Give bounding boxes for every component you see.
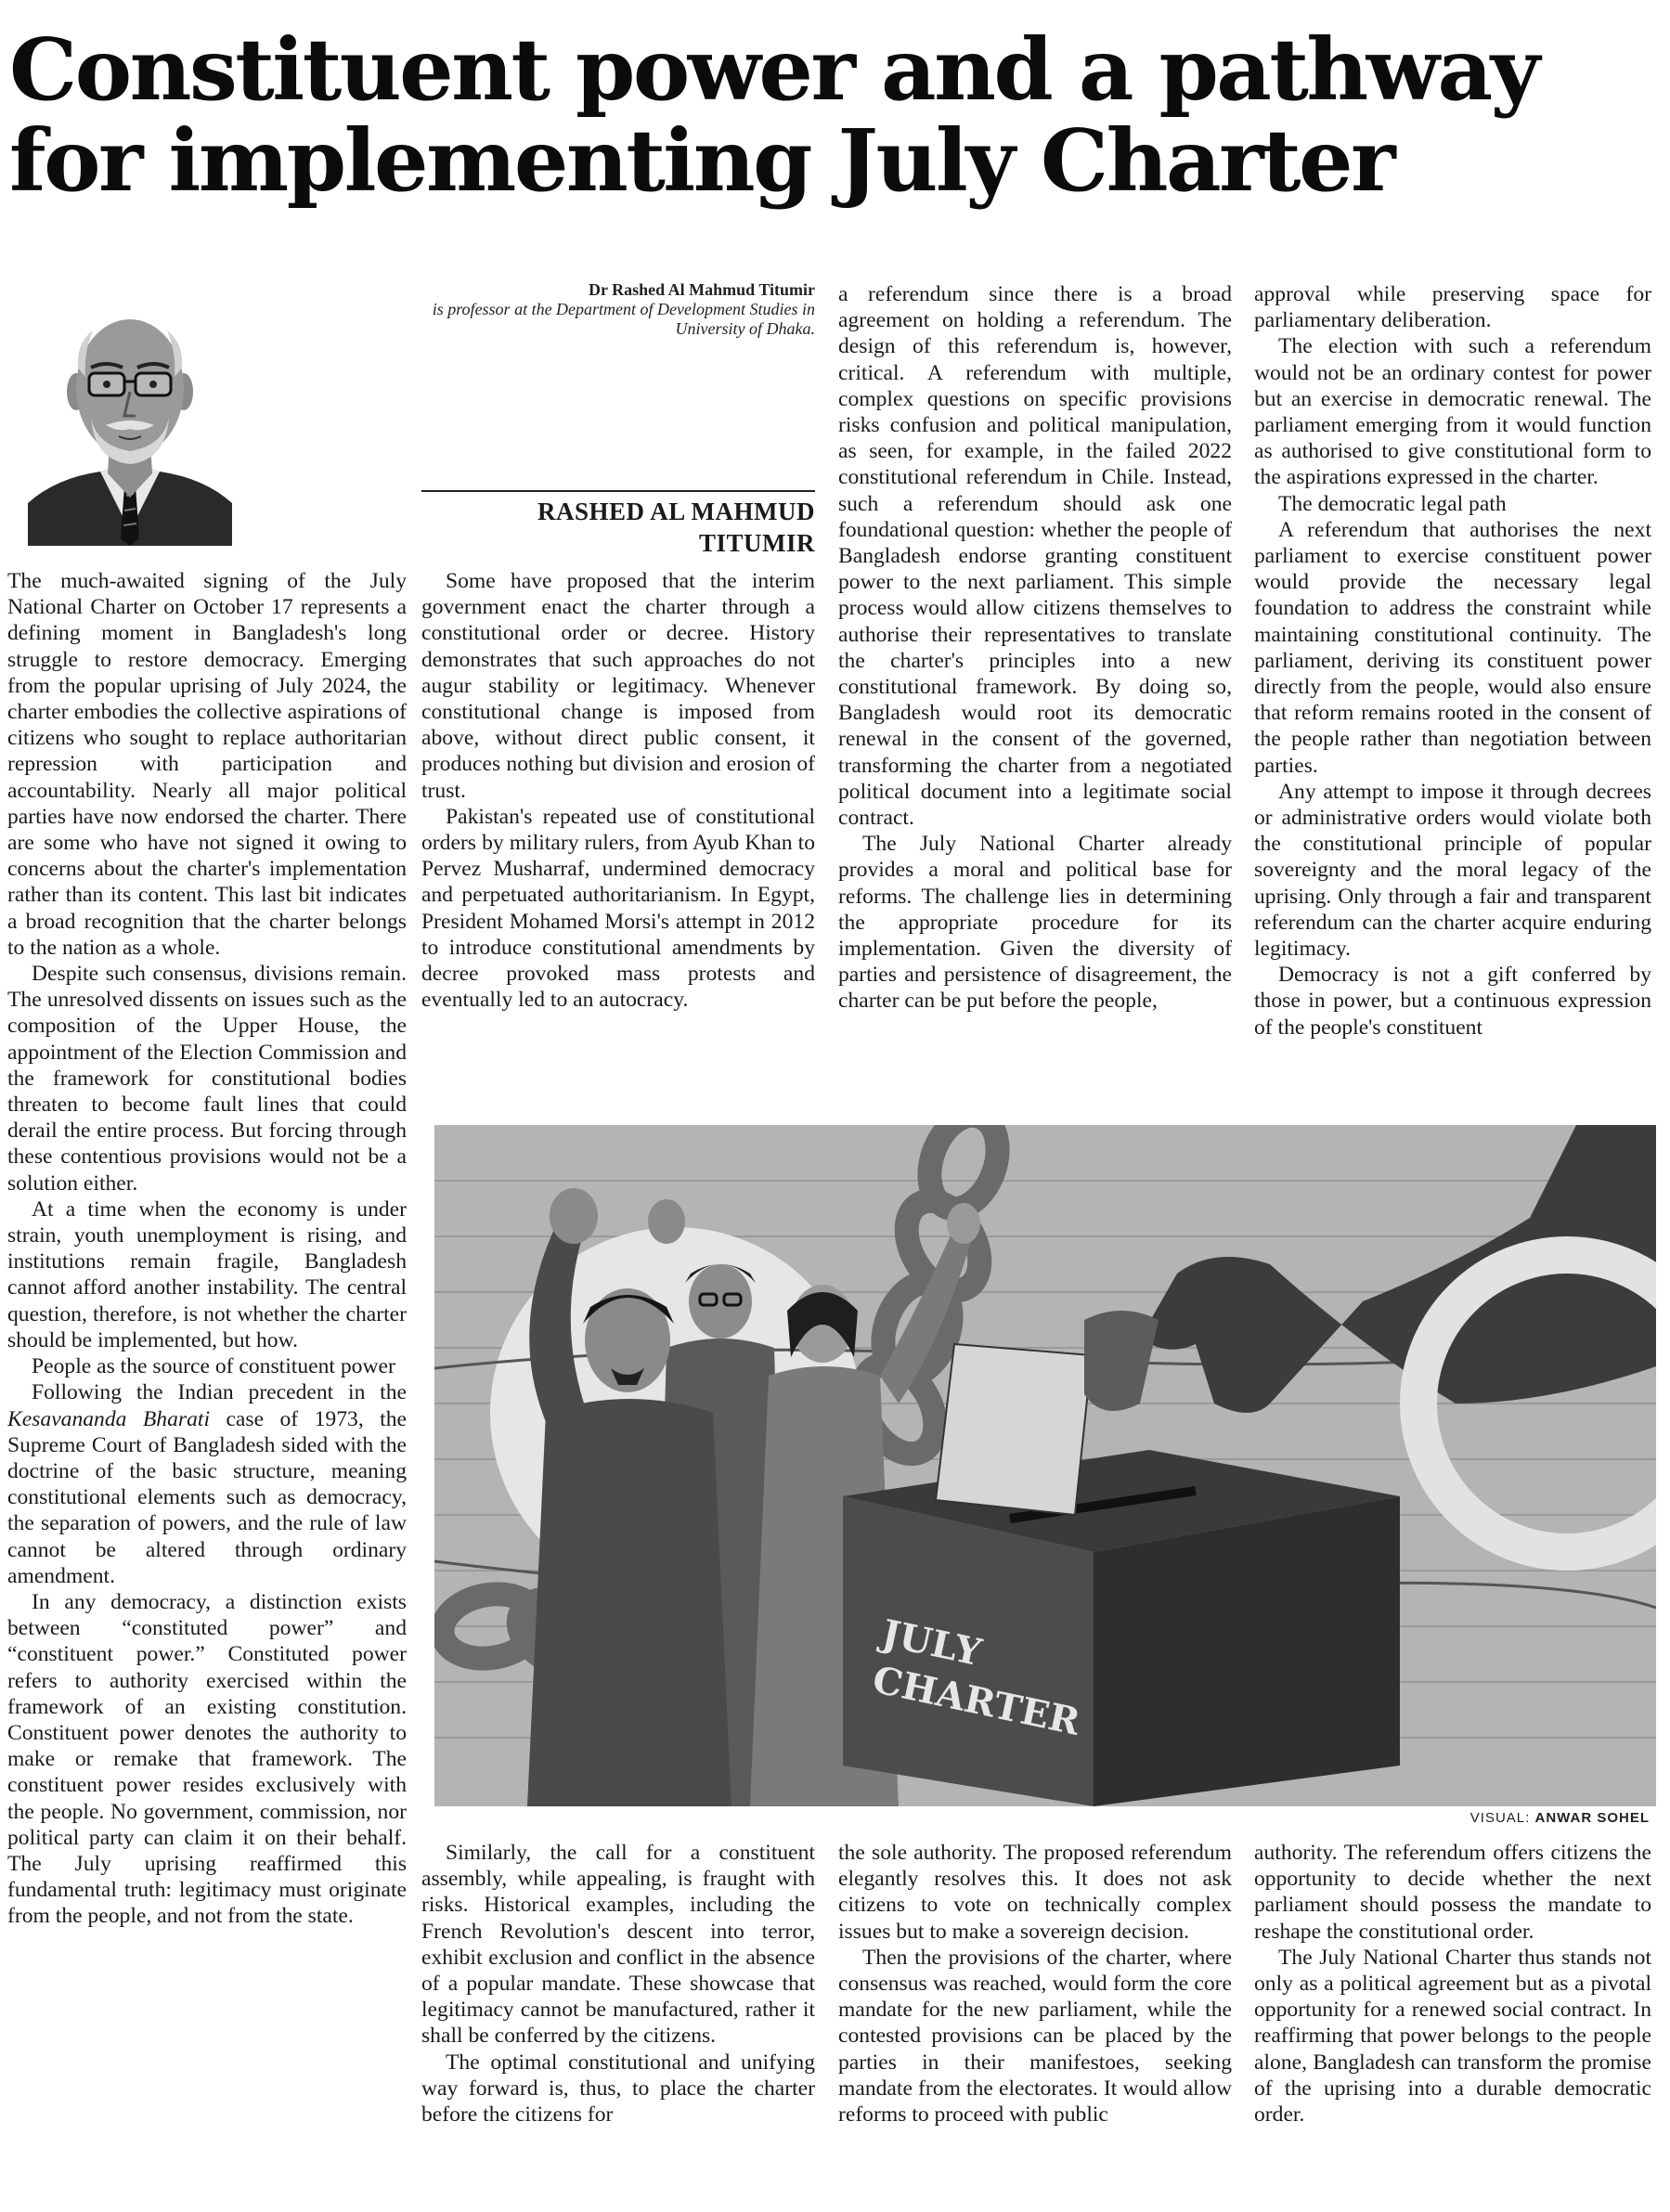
byline: RASHED AL MAHMUD TITUMIR [537, 498, 815, 557]
author-credit-name: Dr Rashed Al Mahmud Titumir [588, 280, 815, 299]
column-3-bottom [838, 1840, 1232, 2211]
illustration-credit-name: ANWAR SOHEL [1534, 1810, 1650, 1826]
col3b-paragraph-2: Then the provisions of the charter, where consensus was reached, would form the core mandate for the new parliament, while the contested provisions can be placed by the parties in their manifestoes, seeking mandate from the electorates. It would allow reforms to proceed with public [838, 1945, 1232, 2128]
column-4-top [1254, 281, 1651, 1107]
illustration-credit [1470, 1810, 1650, 1826]
column-2-bottom [421, 1840, 815, 2211]
col4a-paragraph-1: approval while preserving space for parliamentary deliberation. [1254, 282, 1651, 333]
ballot-box-label-line-2: CHARTER [868, 1657, 1084, 1744]
col1-subhead: People as the source of constituent power [32, 1354, 395, 1379]
col1-p4-before: Following the Indian precedent in the [32, 1380, 407, 1405]
headline-line-1: Constituent power and a pathway [9, 19, 1538, 120]
illustration-svg [434, 1125, 1656, 1806]
headline-line-2: for implementing July Charter [9, 110, 1394, 211]
col4a-paragraph-4: Any attempt to impose it through decrees or administrative orders would violate both the constitutional principle of popular sovereignty and the moral legacy of the uprising. Only through a fair and transparent referendum can the charter acquire enduring legitimacy. [1254, 779, 1651, 962]
col2b-paragraph-2: The optimal constitutional and unifying way forward is, thus, to place the charter before the citizens for [421, 2050, 815, 2128]
byline-rule [421, 490, 815, 492]
col3a-paragraph-2: The July National Charter already provides a moral and political base for reforms. The challenge lies in determining the appropriate procedure for its implementation. Given the diversity of parties and persistence of disagreement, the charter can be put before the people, [838, 832, 1232, 1014]
col1-paragraph-3: At a time when the economy is under strain, youth unemployment is rising, and institutions remain fragile, Bangladesh cannot afford another instability. The central question, therefore, is not whether the charter should be implemented, but how. [7, 1197, 407, 1352]
col4b-paragraph-1: authority. The referendum offers citizens the opportunity to decide whether the next parliament should possess the mandate to reshape the constitutional order. [1254, 1841, 1651, 1944]
column-2-top [421, 568, 815, 1106]
author-credit [390, 280, 815, 339]
col3b-paragraph-1: the sole authority. The proposed referendum elegantly resolves this. It does not ask citizens to vote on technically complex issues but to make a sovereign decision. [838, 1841, 1232, 1944]
col4b-paragraph-2: The July National Charter thus stands not only as a political agreement but as a pivotal opportunity for a renewed social contract. In reaffirming that power belongs to the people alone, Bangladesh can transform the promise of the uprising into a durable democratic order. [1254, 1945, 1651, 2128]
illustration-credit-prefix: VISUAL: [1469, 1810, 1531, 1826]
col3a-paragraph-1: a referendum since there is a broad agreement on holding a referendum. The design of this referendum is, however, critical. A referendum with multiple, complex questions on specific provisions risks confusion and political manipulation, as seen, for example, in the failed 2022 constitutional referendum in Chile. Instead, such a referendum should ask one foundational question: whether the people of Bangladesh endorse granting constituent power to the next parliament. This simple process would allow citizens themselves to authorise their representatives to translate the charter's principles into a new constitutional framework. By doing so, Bangladesh would root its democratic renewal in the consent of the governed, transforming the charter from a negotiated political document into a legitimate social contract. [838, 282, 1232, 831]
col2a-paragraph-1: Some have proposed that the interim government enact the charter through a constitutional order or decree. History demonstrates that such approaches do not augur stability or legitimacy. Whenever constitutional change is imposed from above, without direct public consent, it produces nothing but division and erosion of trust. [421, 569, 815, 803]
column-1 [7, 568, 407, 2211]
col4a-paragraph-5: Democracy is not a gift conferred by those in power, but a continuous expression of the people's constituent [1254, 963, 1651, 1040]
col2b-paragraph-1: Similarly, the call for a constituent assembly, while appealing, is fraught with risks. Historical examples, including the French Revolution's descent into terror, exhibit exclusion and conflict in the absence of a popular mandate. These showcase that legitimacy cannot be manufactured, rather it shall be conferred by the citizens. [421, 1841, 815, 2049]
col4a-paragraph-2: The election with such a referendum would not be an ordinary contest for power but an exercise in democratic renewal. The parliament emerging from it would function as authorised to give constitutional form to the aspirations expressed in the charter. [1254, 334, 1651, 490]
col1-paragraph-5: In any democracy, a distinction exists between “constituted power” and “constituent power.” Constituted power refers to authority exercised within the framework of an existing constitution. Constituent power denotes the authority to make or remake that framework. The constituent power resides exclusively with the people. No government, commission, nor political party can claim it on their behalf. The July uprising reaffirmed this fundamental truth: legitimacy must originate from the people, and not from the state. [7, 1589, 407, 1929]
col2a-paragraph-2: Pakistan's repeated use of constitutional orders by military rulers, from Ayub Khan to Pervez Musharraf, undermined democracy and perpetuated authoritarianism. In Egypt, President Mohamed Morsi's attempt in 2012 to introduce constitutional amendments by decree provoked mass protests and eventually led to an autocracy. [421, 804, 815, 1013]
col1-paragraph-1: The much-awaited signing of the July National Charter on October 17 represents a defining moment in Bangladesh's long struggle to restore democracy. Emerging from the popular uprising of July 2024, the charter embodies the collective aspirations of citizens who sought to replace authoritarian repression with participation and accountability. Nearly all major political parties have now endorsed the charter. There are some who have not signed it owing to concerns about the charter's implementation rather than its content. This last bit indicates a broad recognition that the charter belongs to the nation as a whole. [7, 569, 407, 960]
column-3-top [838, 281, 1232, 1107]
headline [9, 19, 1662, 211]
author-portrait-svg [28, 288, 232, 546]
col1-paragraph-2: Despite such consensus, divisions remain. The unresolved dissents on issues such as the composition of the Upper House, the appointment of the Election Commission and the framework for constitutional bodies threaten to become fault lines that could derail the entire process. But forcing through these contentious provisions would not be a solution either. [7, 962, 407, 1196]
col4a-subhead: The democratic legal path [1278, 491, 1507, 516]
author-credit-desc: is professor at the Department of Development Studies in University of Dhaka. [432, 300, 815, 338]
col4a-paragraph-3: A referendum that authorises the next parliament to exercise constituent power would provide the necessary legal foundation to address the constraint while maintaining constitutional continuity. The parliament, deriving its constituent power directly from the people, would also ensure that reform remains rooted in the consent of the people rather than negotiation between parties. [1254, 517, 1651, 778]
col1-paragraph-4 [7, 1379, 407, 1589]
author-photo [28, 288, 232, 546]
col1-p4-case: Kesavananda Bharati [7, 1406, 210, 1431]
illustration [434, 1125, 1656, 1806]
column-4-bottom [1254, 1840, 1651, 2211]
col1-p4-after: case of 1973, the Supreme Court of Bangladesh sided with the doctrine of the basic structure, meaning constitutional elements such as democracy, the separation of powers, and the rule of law cannot be altered through ordinary amendment. [7, 1406, 407, 1588]
ballot-box-label-line-1: JULY [877, 1610, 986, 1675]
